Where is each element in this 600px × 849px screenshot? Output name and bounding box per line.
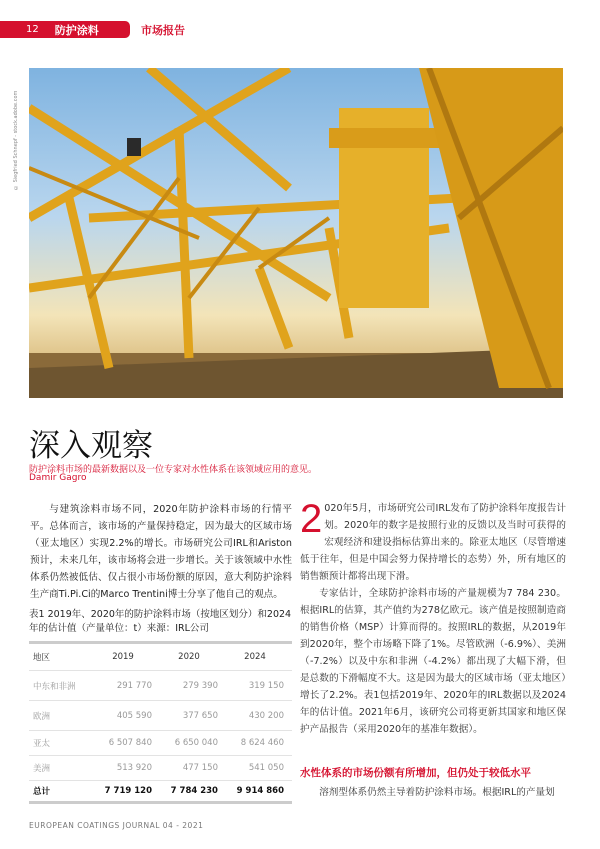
bridge-photo	[29, 68, 563, 398]
cell: 亚太	[29, 731, 94, 756]
cell: 291 770	[94, 671, 160, 701]
cell: 9 914 860	[226, 781, 292, 803]
category-label: 市场报告	[141, 24, 185, 37]
cell: 8 624 460	[226, 731, 292, 756]
header-cell: 2019	[94, 643, 160, 671]
table-total-row	[29, 781, 292, 803]
drop-cap: 2	[300, 497, 323, 541]
cell: 中东和非洲	[29, 671, 94, 701]
header-cell: 2024	[226, 643, 292, 671]
article-author: Damir Gagro	[29, 473, 87, 483]
article-body	[300, 497, 566, 738]
table-caption: 表1 2019年、2020年的防护涂料市场（按地区划分）和2024年的估计值（产量单位：t）来源：IRL公司	[29, 609, 292, 634]
table-header-row	[29, 643, 292, 671]
cell: 405 590	[94, 701, 160, 731]
cell: 6 507 840	[94, 731, 160, 756]
cell: 总计	[29, 781, 94, 803]
page-number: 12	[26, 24, 39, 35]
cell: 477 150	[160, 756, 226, 781]
cell: 319 150	[226, 671, 292, 701]
section-heading: 水性体系的市场份额有所增加，但仍处于较低水平	[300, 767, 531, 779]
cell: 513 920	[94, 756, 160, 781]
cell: 377 650	[160, 701, 226, 731]
table-row	[29, 671, 292, 701]
cell: 7 719 120	[94, 781, 160, 803]
cell: 279 390	[160, 671, 226, 701]
table-row	[29, 701, 292, 731]
photo-credit: © Siegfried Schnepf - stock.adobe.com	[13, 90, 19, 190]
paragraph: 溶剂型体系仍然主导着防护涂料市场。根据IRL的产量划	[319, 787, 555, 798]
paragraph: 020年5月，市场研究公司IRL发布了防护涂料年度报告计划。2020年的数字是按照行业的反馈以及当时可获得的宏观经济和建设指标估算出来的。除亚太地区（尽管增速低于往年，但是中国会努力保持增长的态势）外，所有地区的销售额预计都将出现下滑。	[300, 503, 566, 582]
table-row	[29, 731, 292, 756]
lead-paragraph: 与建筑涂料市场不同，2020年防护涂料市场的行情平平。总体而言，该市场的产量保持稳定，因为最大的区域市场（亚太地区）实现2.2%的增长。市场研究公司IRL和Ariston预计，未来几年，该市场将会进一步增长。关于该领域中水性体系仍然被低估、仅占很小市场份额的原因，意大利防护涂料生产商Ti.Pi.Ci的Marco Trentini博士分享了他自己的观点。	[30, 504, 292, 600]
header-cell: 2020	[160, 643, 226, 671]
cell: 541 050	[226, 756, 292, 781]
cell: 7 784 230	[160, 781, 226, 803]
cell: 美洲	[29, 756, 94, 781]
paragraph: 专家估计，全球防护涂料市场的产量规模为7 784 230。根据IRL的估算，其产值约为278亿欧元。该产值是按照制造商的销售价格（MSP）计算而得的。按照IRL的数据，从2019年到2020年，整个市场略下降了1%。尽管欧洲（-6.9%）、美洲（-7.2%）以及中东和非洲（-4.2%）都出现了大幅下滑，但是总数的下滑幅度不大。这是因为最大的区域市场（亚太地区）增长了2.2%。表1包括2019年、2020年的IRL数据以及2024年的估计值。2021年6月，该研究公司将更新其国家和地区保护产品报告（采用2020年的基准年数据）。	[300, 588, 566, 735]
header-cell: 地区	[29, 643, 94, 671]
cell: 欧洲	[29, 701, 94, 731]
section-banner	[0, 21, 130, 38]
footer-journal: EUROPEAN COATINGS JOURNAL 04 - 2021	[29, 821, 204, 830]
section-label: 防护涂料	[54, 23, 99, 37]
table-row	[29, 756, 292, 781]
cell: 6 650 040	[160, 731, 226, 756]
article-subtitle: 防护涂料市场的最新数据以及一位专家对水性体系在该领域应用的意见。	[29, 465, 318, 475]
market-table	[29, 641, 292, 804]
cell: 430 200	[226, 701, 292, 731]
article-title: 深入观察	[29, 428, 153, 464]
